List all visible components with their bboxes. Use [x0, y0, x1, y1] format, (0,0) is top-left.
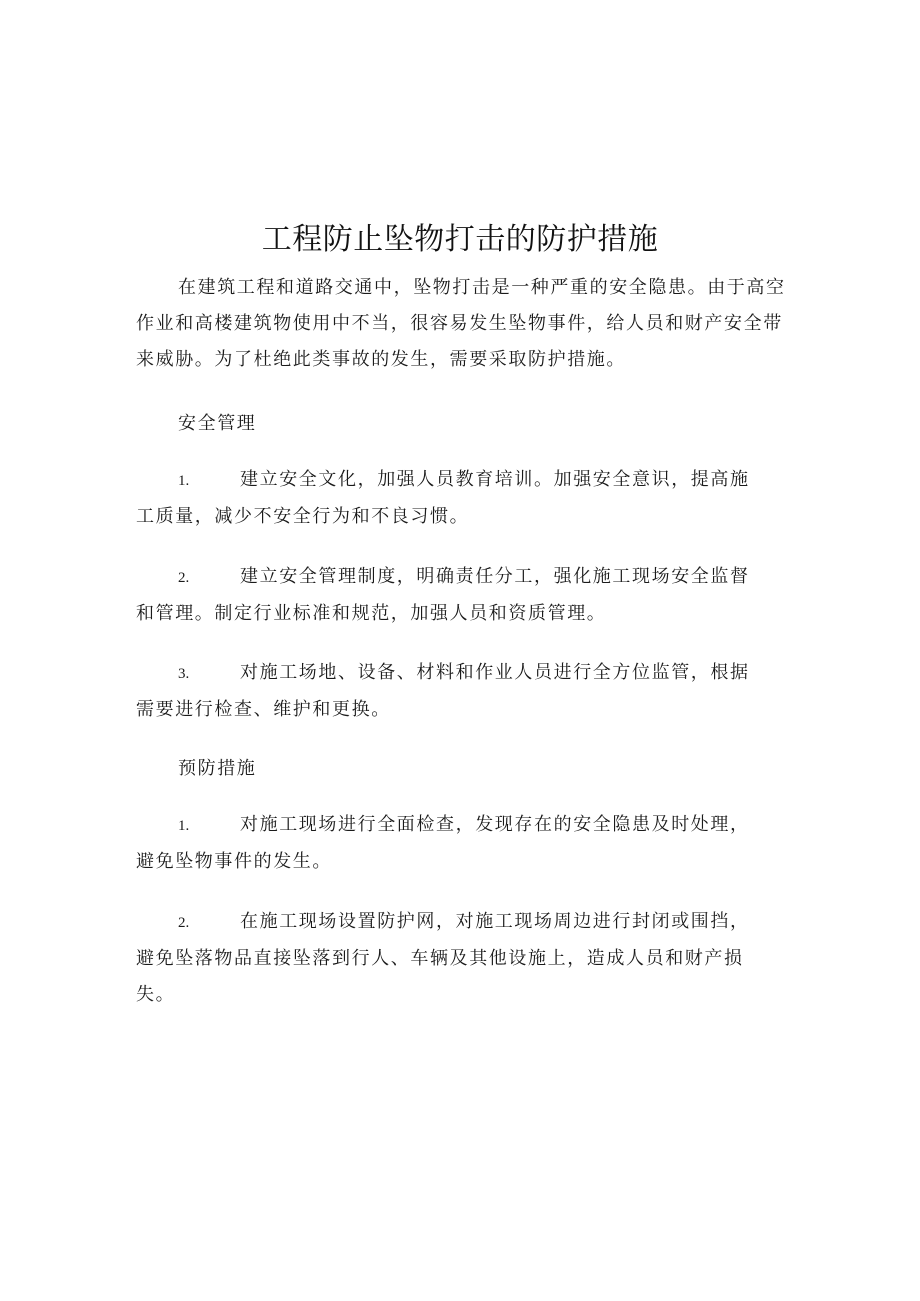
intro-paragraph: 在建筑工程和道路交通中，坠物打击是一种严重的安全隐患。由于高空作业和高楼建筑物使用中不当，很容易发生坠物事件，给人员和财产安全带来威胁。为了杜绝此类事故的发生，需要采取防护措施。	[136, 277, 786, 370]
section-heading-safety-management: 安全管理	[178, 413, 257, 434]
list-item-text: 建立安全管理制度，明确责任分工，强化施工现场安全监督和管理。制定行业标准和规范，加强人员和资质管理。	[136, 566, 750, 624]
list-item-text: 建立安全文化，加强人员教育培训。加强安全意识，提高施工质量，减少不安全行为和不良习惯。	[136, 469, 750, 527]
document-title: 工程防止坠物打击的防护措施	[261, 222, 659, 257]
list-item	[136, 559, 756, 632]
list-item-number: 2.	[178, 915, 190, 931]
list-item-number: 3.	[178, 666, 190, 682]
list-item	[136, 655, 756, 728]
list-item-text: 在施工现场设置防护网，对施工现场周边进行封闭或围挡，避免坠落物品直接坠落到行人、车辆及其他设施上，造成人员和财产损失。	[136, 911, 750, 1005]
list-item	[136, 462, 756, 535]
list-item	[136, 904, 756, 1013]
list-item-text: 对施工现场进行全面检查，发现存在的安全隐患及时处理，避免坠物事件的发生。	[136, 814, 750, 872]
list-item	[136, 807, 756, 880]
list-item-text: 对施工场地、设备、材料和作业人员进行全方位监管，根据需要进行检查、维护和更换。	[136, 662, 750, 720]
list-item-number: 1.	[178, 818, 190, 834]
section-heading-prevention-measures: 预防措施	[178, 758, 257, 779]
list-item-number: 1.	[178, 473, 190, 489]
list-item-number: 2.	[178, 570, 190, 586]
